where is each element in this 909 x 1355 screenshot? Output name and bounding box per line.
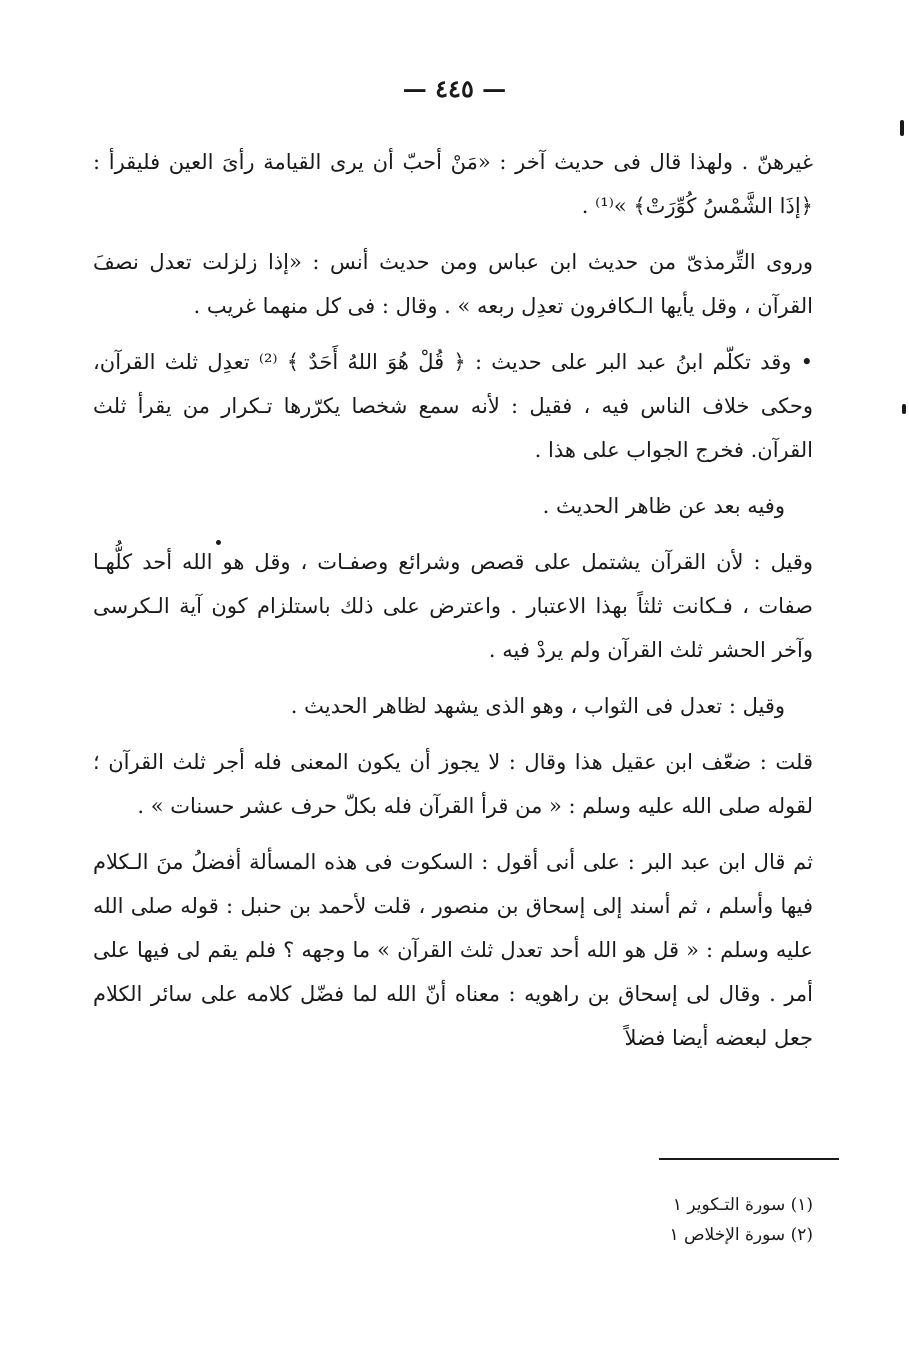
- paragraph: وقيل : لأن القرآن يشتمل على قصص وشرائع وصفـات ، وقل هو الله أحد كلُّهـا صفات ، فـكانت ثلثاً بهذا الاعتبار . واعترض على ذلك باستلزام كون آية الـكرسى وآخر الحشر ثلث القرآن ولم يردْ فيه .: [93, 550, 813, 662]
- ink-speck: [902, 404, 906, 414]
- footnote-divider: [659, 1158, 839, 1160]
- page-number: — ٤٤٥ —: [402, 74, 507, 103]
- footnote: (٢) سورة الإخلاص ١: [669, 1225, 813, 1245]
- paragraph: قلت : ضعّف ابن عقيل هذا وقال : لا يجوز أن يكون المعنى فله أجر ثلث القرآن ؛ لقوله صلى الله عليه وسلم : « من قرأ القرآن فله بكلّ حرف عشر حسنات » .: [93, 750, 813, 818]
- paragraph: ثم قال ابن عبد البر : على أنى أقول : السكوت فى هذه المسألة أفضلُ منَ الـكلام فيها وأسلم ، ثم أسند إلى إسحاق بن منصور ، قلت لأحمد بن حنبل : قوله صلى الله عليه وسلم : « قل هو الله أحد تعدل ثلث القرآن » ما وجهه ؟ فلم يقم لى فيها على أمر . وقال لى إسحاق بن راهويه : معناه أنّ الله لما فضّل كلامه على سائر الكلام جعل لبعضه أيضا فضلاً: [93, 850, 813, 1050]
- ink-speck: [900, 120, 904, 136]
- paragraph: وروى التِّرمذىّ من حديث ابن عباس ومن حديث أنس : «إذا زلزلت تعدل نصفَ القرآن ، وقل يأيها الـكافرون تعدِل ربعه » . وقال : فى كل منهما غريب .: [93, 250, 813, 318]
- footnotes: [93, 1190, 813, 1250]
- footnote: (١) سورة التـكوير ١: [672, 1195, 813, 1215]
- paragraph: غيرهنّ . ولهذا قال فى حديث آخر : «مَنْ أحبّ أن يرى القيامة رأىَ العين فليقرأ : ﴿إذَا الشَّمْسُ كُوِّرَتْ﴾ »⁽¹⁾ .: [93, 150, 813, 218]
- paragraph: وقيل : تعدل فى الثواب ، وهو الذى يشهد لظاهر الحديث .: [290, 694, 785, 718]
- paragraph: • وقد تكلّم ابنُ عبد البر على حديث : ﴿ قُلْ هُوَ اللهُ أَحَدٌ ﴾ ⁽²⁾ تعدِل ثلث القرآن، وحكى خلاف الناس فيه ، فقيل : لأنه سمع شخصا يكرّرها تـكرار من يقرأ ثلث القرآن. فخرج الجواب على هذا .: [93, 350, 813, 462]
- paragraph: وفيه بعد عن ظاهر الحديث .: [542, 494, 785, 518]
- main-text: [93, 140, 813, 1072]
